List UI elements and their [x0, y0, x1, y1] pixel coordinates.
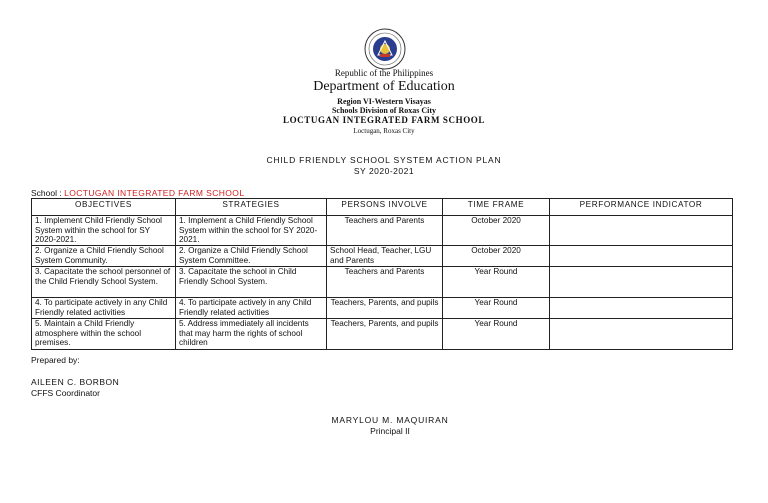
time-frame-cell: Year Round [443, 267, 550, 298]
objective-cell: 4. To participate actively in any Child Friendly related activities [32, 298, 176, 319]
strategy-cell: 3. Capacitate the school in Child Friendly School System. [176, 267, 327, 298]
republic-line: Republic of the Philippines [334, 68, 434, 78]
time-frame-cell: Year Round [443, 298, 550, 319]
preparer-role: CFFS Coordinator [31, 388, 100, 398]
table-header-row [32, 199, 733, 216]
strategy-cell: 2. Organize a Child Friendly School System Committee. [176, 246, 327, 267]
strategy-cell: 1. Implement a Child Friendly School System within the school for SY 2020-2021. [176, 216, 327, 246]
preparer-name: AILEEN C. BORBON [31, 377, 120, 387]
school-year: SY 2020-2021 [353, 166, 415, 176]
table-row [32, 267, 733, 298]
persons-cell: School Head, Teacher, LGU and Parents [327, 246, 443, 267]
school-label: School : [31, 188, 65, 198]
plan-title: CHILD FRIENDLY SCHOOL SYSTEM ACTION PLAN [266, 155, 502, 165]
department-title: Department of Education [313, 79, 455, 94]
objective-cell: 5. Maintain a Child Friendly atmosphere within the school premises. [32, 319, 176, 350]
table-row [32, 246, 733, 267]
principal-role: Principal II [370, 426, 410, 436]
table-row [32, 319, 733, 350]
school-line [31, 188, 244, 198]
time-frame-cell: Year Round [443, 319, 550, 350]
table-row [32, 216, 733, 246]
objective-cell: 3. Capacitate the school personnel of the Child Friendly School System. [32, 267, 176, 298]
region-line: Region VI-Western Visayas [337, 97, 431, 106]
time-frame-cell: October 2020 [443, 216, 550, 246]
indicator-cell [550, 298, 733, 319]
school-address: Loctugan, Roxas City [353, 127, 415, 135]
header-objectives: OBJECTIVES [32, 199, 176, 216]
indicator-cell [550, 246, 733, 267]
deped-seal-icon [364, 28, 406, 70]
header-strategies: STRATEGIES [176, 199, 327, 216]
persons-cell: Teachers and Parents [327, 216, 443, 246]
strategy-cell: 5. Address immediately all incidents that may harm the rights of school children [176, 319, 327, 350]
school-heading: LOCTUGAN INTEGRATED FARM SCHOOL [282, 115, 486, 125]
header-persons: PERSONS INVOLVE [327, 199, 443, 216]
persons-cell: Teachers, Parents, and pupils [327, 298, 443, 319]
header-performance-indicator: PERFORMANCE INDICATOR [550, 199, 733, 216]
persons-cell: Teachers and Parents [327, 267, 443, 298]
principal-name: MARYLOU M. MAQUIRAN [331, 415, 449, 425]
objective-cell: 1. Implement Child Friendly School System within the school for SY 2020-2021. [32, 216, 176, 246]
division-line: Schools Division of Roxas City [331, 106, 436, 115]
prepared-by-label: Prepared by: [31, 355, 80, 365]
persons-cell: Teachers, Parents, and pupils [327, 319, 443, 350]
action-plan-table [31, 198, 733, 350]
table-row [32, 298, 733, 319]
school-name: LOCTUGAN INTEGRATED FARM SCHOOL [64, 188, 245, 198]
strategy-cell: 4. To participate actively in any Child Friendly related activities [176, 298, 327, 319]
objective-cell: 2. Organize a Child Friendly School System Community. [32, 246, 176, 267]
time-frame-cell: October 2020 [443, 246, 550, 267]
header-time-frame: TIME FRAME [443, 199, 550, 216]
indicator-cell [550, 267, 733, 298]
indicator-cell [550, 319, 733, 350]
indicator-cell [550, 216, 733, 246]
